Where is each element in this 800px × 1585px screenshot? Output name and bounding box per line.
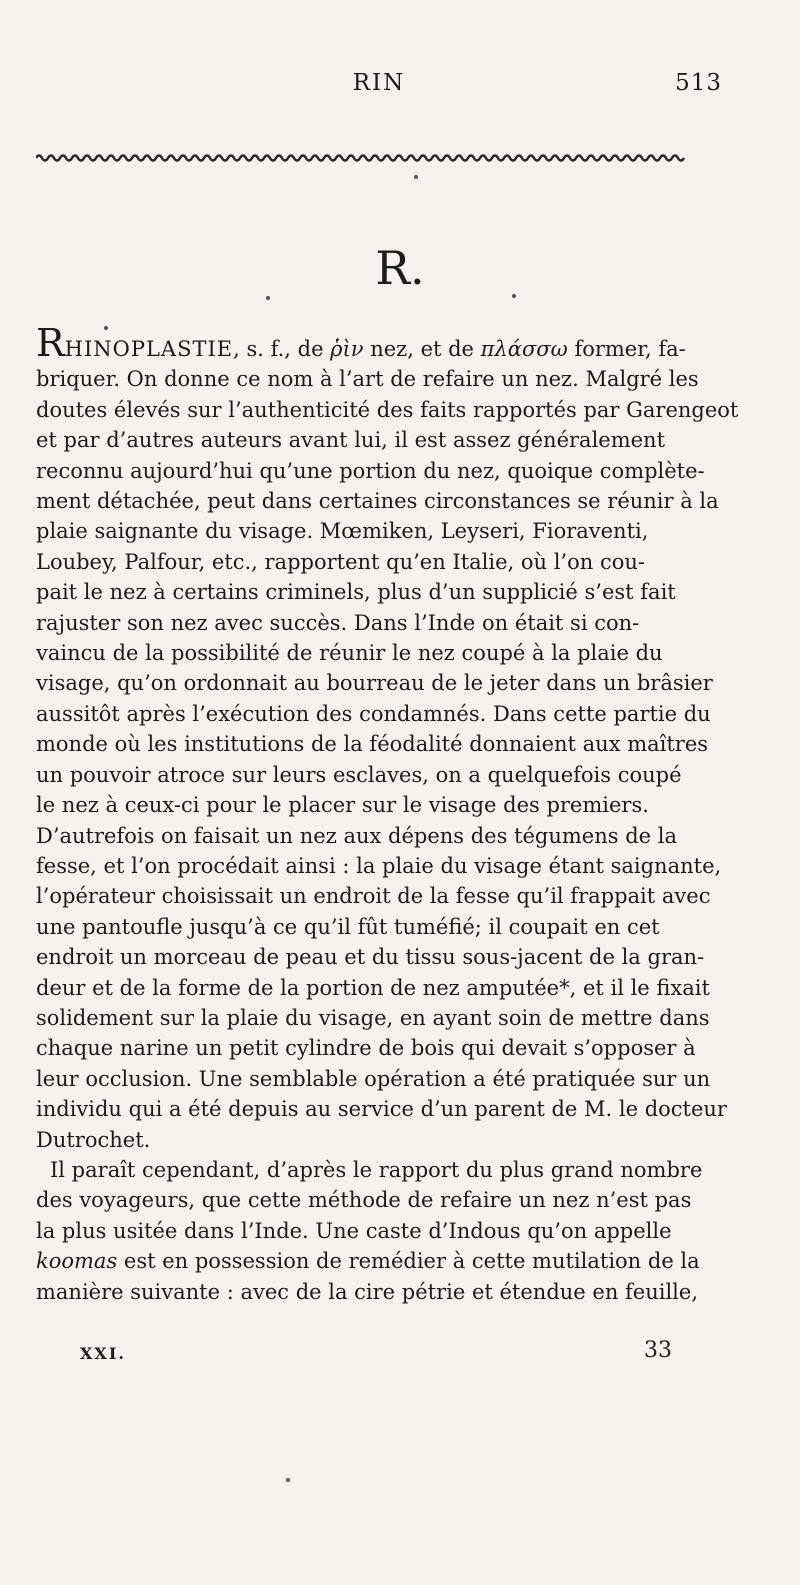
text-line: pait le nez à certains criminels, plus d’un supplicié s’est fait (36, 580, 676, 605)
text-line: plaie saignante du visage. Mœmiken, Leyseri, Fioraventi, (36, 519, 649, 544)
print-speck (104, 326, 108, 330)
greek-word-form: πλάσσω (480, 337, 568, 361)
print-speck (266, 296, 270, 300)
dictionary-entry (36, 321, 739, 1307)
text-line: aussitôt après l’exécution des condamnés. Dans cette partie du (36, 701, 711, 726)
text-line: fesse, et l’on procédait ainsi : la plaie du visage étant saignante, (36, 853, 722, 878)
running-title: RIN (352, 70, 406, 96)
page-number: 513 (675, 70, 722, 96)
print-speck (286, 1478, 290, 1482)
text-line: doutes élevés sur l’authenticité des faits rapportés par Garengeot (36, 397, 739, 422)
text-line: briquer. On donne ce nom à l’art de refaire un nez. Malgré les (36, 367, 699, 392)
text-line: l’opérateur choisissait un endroit de la fesse qu’il frappait avec (36, 884, 711, 909)
text-line: D’autrefois on faisait un nez aux dépens des tégumens de la (36, 823, 677, 848)
text-line: une pantoufle jusqu’à ce qu’il fût tuméfié; il coupait en cet (36, 914, 660, 939)
grammar-note: , s. f., de (233, 337, 331, 361)
text-line: endroit un morceau de peau et du tissu sous-jacent de la gran- (36, 945, 705, 970)
print-speck (512, 294, 516, 298)
text-line: individu qui a été depuis au service d’un parent de M. le docteur (36, 1097, 727, 1122)
text-line: Dutrochet. (36, 1127, 151, 1152)
first-line-tail: former, fa- (567, 337, 686, 361)
text-line: reconnu aujourd’hui qu’une portion du nez, quoique complète- (36, 458, 705, 483)
text-line: rajuster son nez avec succès. Dans l’Inde on était si con- (36, 610, 640, 635)
text-line: Loubey, Palfour, etc., rapportent qu’en Italie, où l’on cou- (36, 549, 645, 574)
text-line: un pouvoir atroce sur leurs esclaves, on a quelquefois coupé (36, 762, 682, 787)
entry-first-line (36, 321, 726, 365)
entry-paragraph-1 (36, 321, 739, 1155)
signature-mark: XXI. (80, 1344, 126, 1363)
text-line: deur et de la forme de la portion de nez amputée*, et il le fixait (36, 975, 710, 1000)
print-speck (414, 175, 418, 179)
sheet-number: 33 (644, 1338, 672, 1363)
text-line: et par d’autres auteurs avant lui, il est assez généralement (36, 428, 666, 453)
greek-word-nose: ῥὶν (330, 337, 364, 361)
text-line: leur occlusion. Une semblable opération a été pratiquée sur un (36, 1066, 711, 1091)
text-line: ment détachée, peut dans certaines circonstances se réunir à la (36, 489, 719, 514)
text-line: des voyageurs, que cette méthode de refaire un nez n’est pas (36, 1188, 692, 1213)
text-line: vaincu de la possibilité de réunir le nez coupé à la plaie du (36, 641, 663, 666)
text-line: solidement sur la plaie du visage, en ayant soin de mettre dans (36, 1005, 710, 1030)
text-line: chaque narine un petit cylindre de bois qui devait s’opposer à (36, 1036, 696, 1061)
entry-paragraph-2 (36, 1155, 726, 1307)
text-line: le nez à ceux-ci pour le placer sur le visage des premiers. (36, 793, 649, 818)
section-letter: R. (375, 241, 425, 295)
running-head (36, 70, 722, 106)
ornamental-rule (36, 148, 748, 168)
headword: HINOPLASTIE (64, 337, 234, 361)
text-line: visage, qu’on ordonnait au bourreau de le jeter dans un brâsier (36, 671, 713, 696)
text-line: Il paraît cependant, d’après le rapport du plus grand nombre (50, 1157, 703, 1182)
text-line (36, 1246, 726, 1276)
text-line: la plus usitée dans l’Inde. Une caste d’Indous qu’on appelle (36, 1218, 672, 1243)
text-line-rest: est en possession de remédier à cette mutilation de la (117, 1249, 700, 1274)
text-line: monde où les institutions de la féodalité donnaient aux maîtres (36, 732, 709, 757)
page-footer (80, 1338, 672, 1368)
text-line: manière suivante : avec de la cire pétrie et étendue en feuille, (36, 1279, 698, 1304)
etymology-text: nez, et de (363, 337, 481, 361)
italic-term: koomas (36, 1249, 118, 1274)
headword-initial: R (36, 321, 65, 365)
